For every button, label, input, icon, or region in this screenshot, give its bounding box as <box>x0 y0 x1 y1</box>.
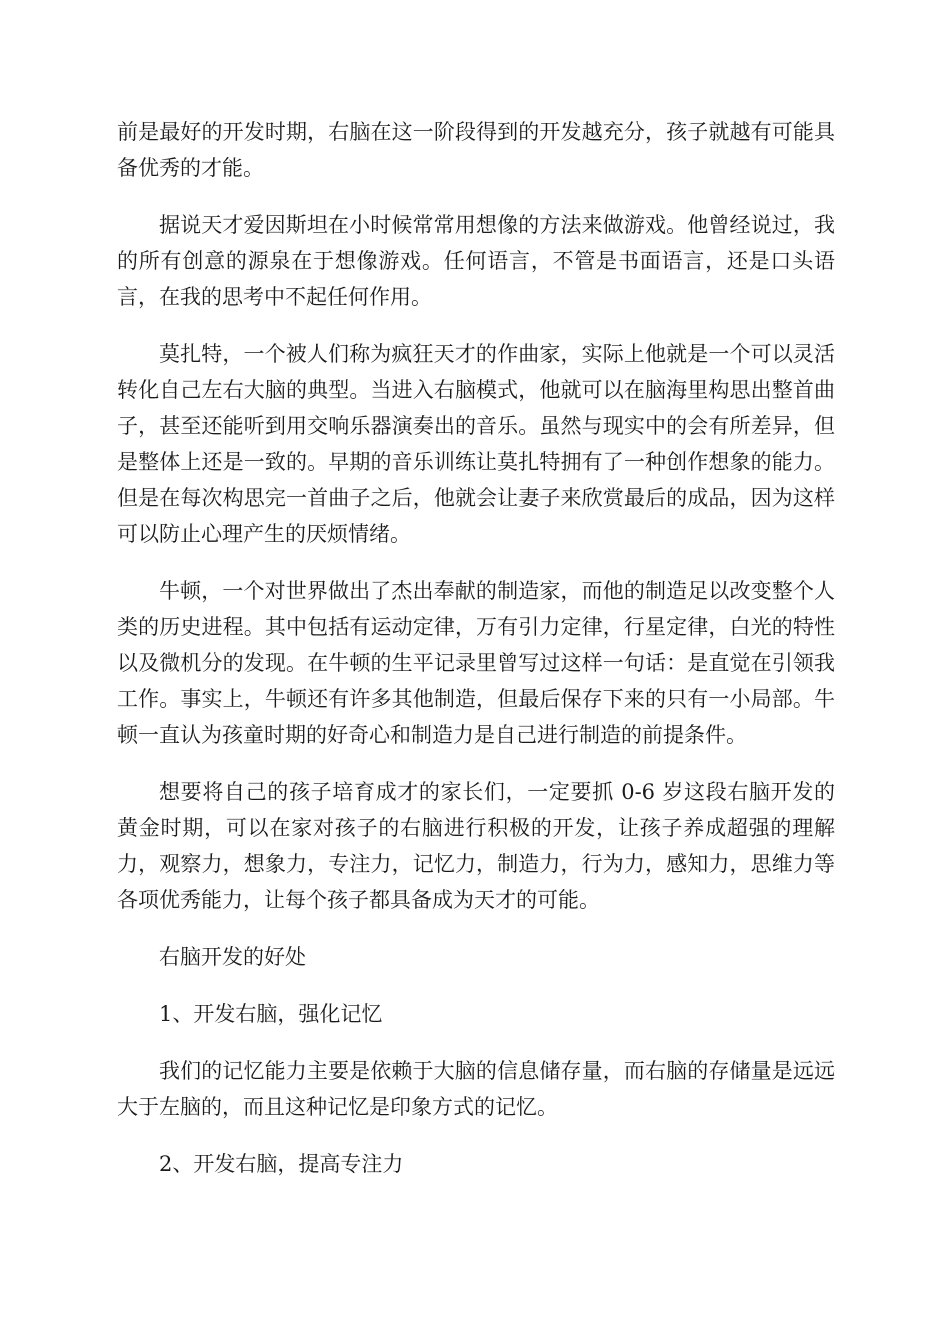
item-1-body: 我们的记忆能力主要是依赖于大脑的信息储存量，而右脑的存储量是远远大于左脑的，而且这种记忆是印象方式的记忆。 <box>117 1059 835 1119</box>
item-2-title: 2、开发右脑，提高专注力 <box>159 1152 404 1176</box>
document-body <box>117 114 835 1203</box>
paragraph-newton: 牛顿，一个对世界做出了杰出奉献的制造家，而他的制造足以改变整个人类的历史进程。其中包括有运动定律，万有引力定律，行星定律，白光的特性以及微机分的发现。在牛顿的生平记录里曾写过这样一句话：是直觉在引领我工作。事实上，牛顿还有许多其他制造，但最后保存下来的只有一小局部。牛顿一直认为孩童时期的好奇心和制造力是自己进行制造的前提条件。 <box>117 579 835 747</box>
paragraph-parents: 想要将自己的孩子培育成才的家长们，一定要抓 0-6 岁这段右脑开发的黄金时期，可以在家对孩子的右脑进行积极的开发，让孩子养成超强的理解力，观察力，想象力，专注力，记忆力，制造力，行为力，感知力，思维力等各项优秀能力，让每个孩子都具备成为天才的可能。 <box>117 780 835 912</box>
item-1-title: 1、开发右脑，强化记忆 <box>159 1002 383 1026</box>
paragraph-einstein: 据说天才爱因斯坦在小时候常常用想像的方法来做游戏。他曾经说过，我的所有创意的源泉在于想像游戏。任何语言，不管是书面语言，还是口头语言，在我的思考中不起任何作用。 <box>117 213 835 309</box>
section-title: 右脑开发的好处 <box>159 945 306 969</box>
paragraph-continuation: 前是最好的开发时期，右脑在这一阶段得到的开发越充分，孩子就越有可能具备优秀的才能。 <box>117 120 835 180</box>
paragraph-mozart: 莫扎特，一个被人们称为疯狂天才的作曲家，实际上他就是一个可以灵活转化自己左右大脑的典型。当进入右脑模式，他就可以在脑海里构思出整首曲子，甚至还能听到用交响乐器演奏出的音乐。虽然与现实中的会有所差异，但是整体上还是一致的。早期的音乐训练让莫扎特拥有了一种创作想象的能力。但是在每次构思完一首曲子之后，他就会让妻子来欣赏最后的成品，因为这样可以防止心理产生的厌烦情绪。 <box>117 342 835 546</box>
